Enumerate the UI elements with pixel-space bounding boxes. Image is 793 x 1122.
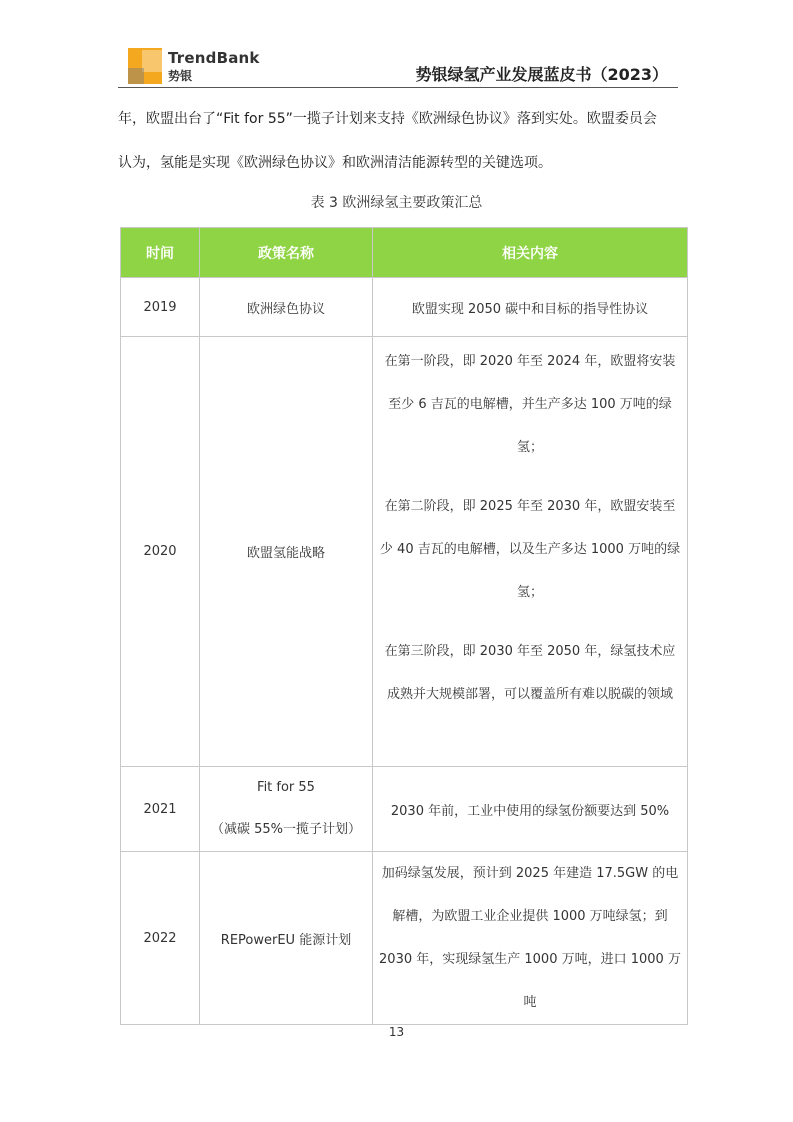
table-row bbox=[121, 852, 688, 1025]
table-row bbox=[121, 767, 688, 852]
policy-name-cell: 欧洲绿色协议 bbox=[200, 278, 373, 337]
document-title: 势银绿氢产业发展蓝皮书（2023） bbox=[415, 65, 668, 84]
logo-text-cn: 势银 bbox=[168, 69, 193, 83]
content-line: 氢； bbox=[516, 439, 543, 455]
content-line: 2030 年，实现绿氢生产 1000 万吨，进口 1000 万 bbox=[379, 952, 681, 967]
body-paragraph-line-1: 年，欧盟出台了“Fit for 55”一揽子计划来支持《欧洲绿色协议》落到实处。欧盟委员会 bbox=[118, 111, 657, 127]
content-line: 氢； bbox=[516, 584, 543, 600]
content-line: 少 40 吉瓦的电解槽，以及生产多达 1000 万吨的绿 bbox=[379, 541, 681, 557]
header-time: 时间 bbox=[121, 228, 200, 278]
content-cell: 欧盟实现 2050 碳中和目标的指导性协议 bbox=[373, 278, 688, 337]
year-cell: 2021 bbox=[121, 767, 200, 852]
policy-name-cell bbox=[200, 767, 373, 852]
stage-3-text bbox=[379, 630, 681, 716]
trendbank-logo bbox=[128, 48, 268, 84]
content-line: 至少 6 吉瓦的电解槽，并生产多达 100 万吨的绿 bbox=[388, 396, 672, 412]
table-caption: 表 3 欧洲绿氢主要政策汇总 bbox=[310, 195, 483, 211]
policy-name-line: Fit for 55 bbox=[257, 780, 315, 795]
logo-text-en: TrendBank bbox=[168, 49, 260, 67]
stage-2-text bbox=[379, 485, 681, 614]
year-cell: 2020 bbox=[121, 337, 200, 767]
policy-table bbox=[120, 227, 688, 1025]
table-row bbox=[121, 337, 688, 767]
table-row bbox=[121, 278, 688, 337]
policy-name-cell: 欧盟氢能战略 bbox=[200, 337, 373, 767]
header-content: 相关内容 bbox=[373, 228, 688, 278]
content-line: 吨 bbox=[523, 995, 537, 1010]
year-cell: 2022 bbox=[121, 852, 200, 1025]
logo-mark-icon bbox=[128, 48, 162, 84]
content-cell bbox=[373, 852, 688, 1025]
header-divider bbox=[118, 87, 678, 88]
body-paragraph-line-2: 认为，氢能是实现《欧洲绿色协议》和欧洲清洁能源转型的关键选项。 bbox=[118, 155, 552, 171]
content-line: 加码绿氢发展，预计到 2025 年建造 17.5GW 的电 bbox=[381, 866, 679, 881]
year-cell: 2019 bbox=[121, 278, 200, 337]
content-line: 在第三阶段，即 2030 年至 2050 年，绿氢技术应 bbox=[384, 643, 676, 659]
page-number: 13 bbox=[388, 1025, 405, 1039]
content-cell bbox=[373, 337, 688, 767]
policy-name-cell: REPowerEU 能源计划 bbox=[200, 852, 373, 1025]
content-line: 在第二阶段，即 2025 年至 2030 年，欧盟安装至 bbox=[384, 498, 676, 514]
stage-1-text bbox=[379, 340, 681, 469]
table-header-row bbox=[121, 228, 688, 278]
content-line: 在第一阶段，即 2020 年至 2024 年，欧盟将安装 bbox=[384, 353, 676, 369]
content-cell: 2030 年前，工业中使用的绿氢份额要达到 50% bbox=[373, 767, 688, 852]
page-header bbox=[118, 48, 678, 88]
content-line: 成熟并大规模部署，可以覆盖所有难以脱碳的领域 bbox=[386, 686, 673, 702]
header-policy-name: 政策名称 bbox=[200, 228, 373, 278]
policy-name-line: （减碳 55%一揽子计划） bbox=[210, 822, 362, 837]
content-line: 解槽，为欧盟工业企业提供 1000 万吨绿氢；到 bbox=[392, 909, 668, 924]
